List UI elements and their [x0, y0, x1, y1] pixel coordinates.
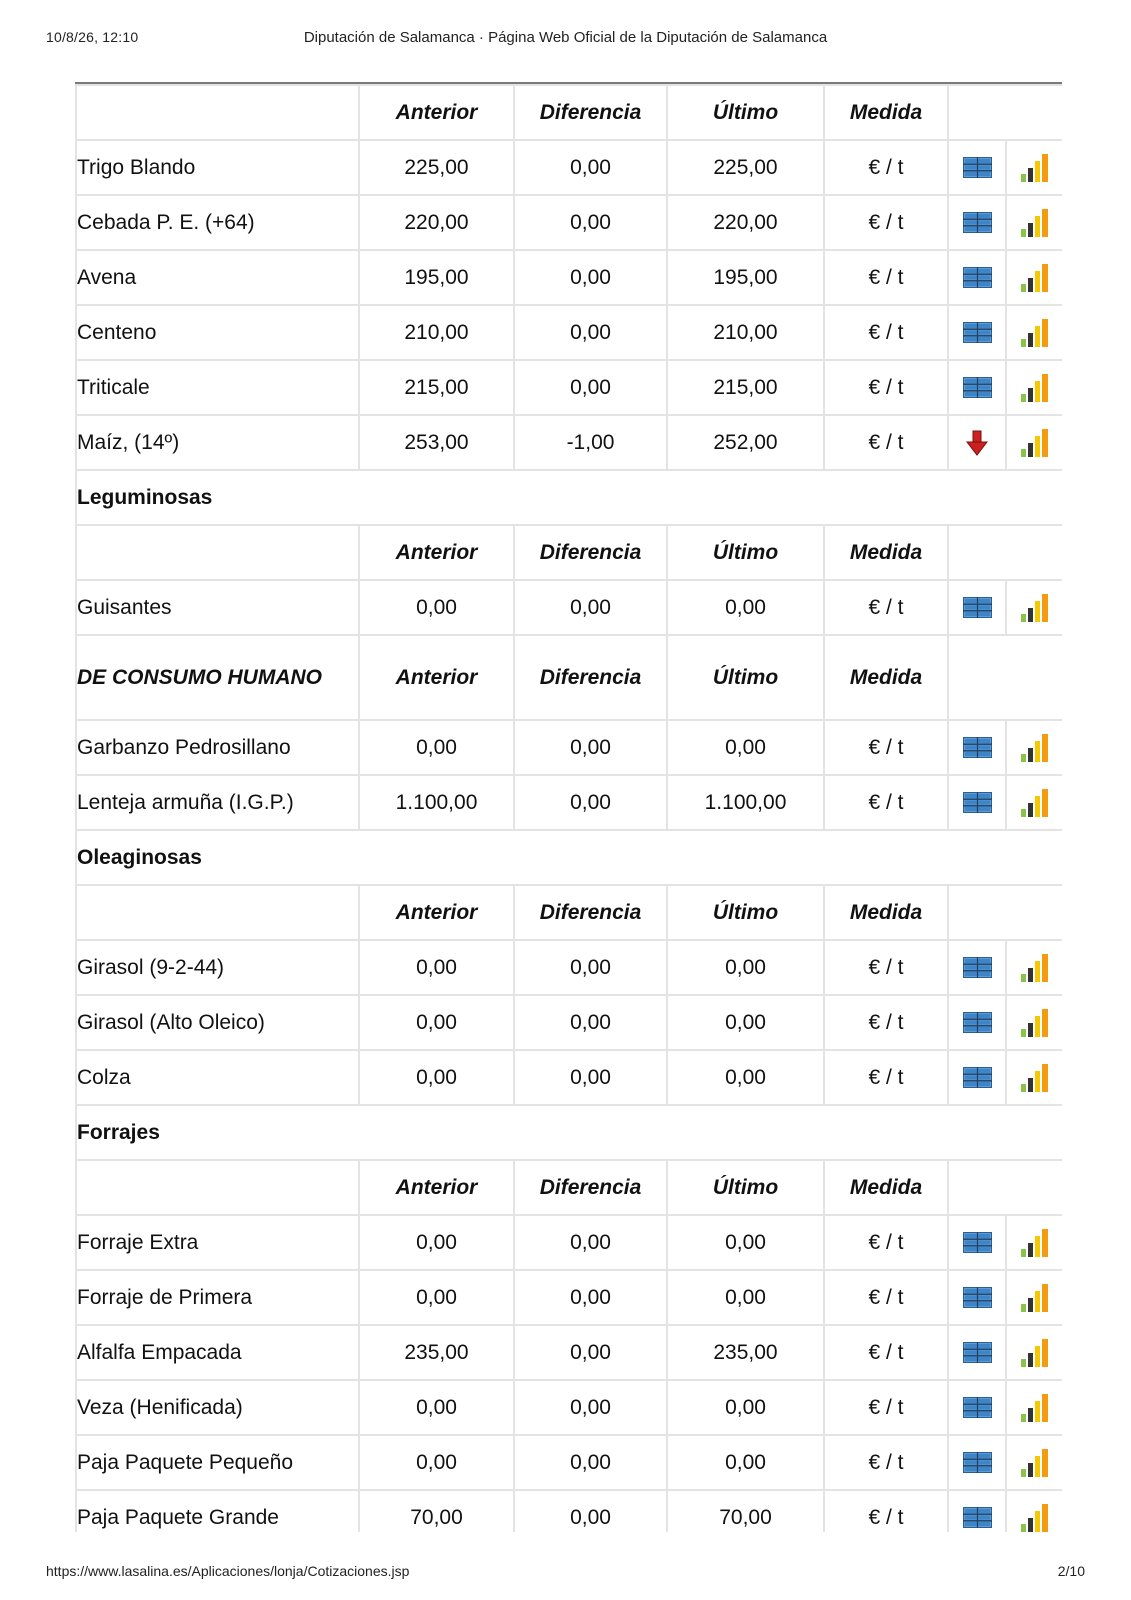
value-medida: € / t [824, 140, 948, 195]
value-anterior: 210,00 [359, 305, 514, 360]
chart-cell[interactable] [1006, 250, 1062, 305]
value-ultimo: 225,00 [667, 140, 824, 195]
product-name: Lenteja armuña (I.G.P.) [76, 775, 359, 830]
bar-chart-icon[interactable] [1020, 1449, 1050, 1477]
value-diferencia: 0,00 [514, 995, 667, 1050]
product-name: Avena [76, 250, 359, 305]
detail-cell[interactable] [948, 1050, 1006, 1105]
value-diferencia: 0,00 [514, 1490, 667, 1532]
detail-cell[interactable] [948, 1215, 1006, 1270]
product-name: Forraje de Primera [76, 1270, 359, 1325]
bar-chart-icon[interactable] [1020, 1339, 1050, 1367]
product-name: Maíz, (14º) [76, 415, 359, 470]
section-title-forrajes: Forrajes [76, 1105, 1062, 1160]
value-diferencia: 0,00 [514, 1270, 667, 1325]
table-row [76, 140, 1062, 195]
table-row [76, 720, 1062, 775]
value-ultimo: 0,00 [667, 1435, 824, 1490]
detail-cell[interactable] [948, 940, 1006, 995]
value-ultimo: 220,00 [667, 195, 824, 250]
value-medida: € / t [824, 1270, 948, 1325]
header-empty-cell [76, 885, 359, 940]
print-footer [0, 1560, 1131, 1590]
table-row [76, 775, 1062, 830]
value-anterior: 220,00 [359, 195, 514, 250]
bar-chart-icon[interactable] [1020, 264, 1050, 292]
value-medida: € / t [824, 720, 948, 775]
detail-cell[interactable] [948, 305, 1006, 360]
red-down-arrow-icon [966, 430, 988, 456]
table-row [76, 1270, 1062, 1325]
detail-cell[interactable] [948, 720, 1006, 775]
table-row [76, 305, 1062, 360]
chart-cell[interactable] [1006, 940, 1062, 995]
table-grid-icon[interactable] [963, 1232, 992, 1253]
value-anterior: 70,00 [359, 1490, 514, 1532]
table-grid-icon[interactable] [963, 377, 992, 398]
table-grid-icon[interactable] [963, 1287, 992, 1308]
chart-cell[interactable] [1006, 140, 1062, 195]
page-title: Diputación de Salamanca · Página Web Oficial de la Diputación de Salamanca [303, 29, 828, 46]
table-grid-icon[interactable] [963, 737, 992, 758]
column-header-diferencia: Diferencia [514, 85, 667, 140]
bar-chart-icon[interactable] [1020, 1284, 1050, 1312]
table-grid-icon[interactable] [963, 1067, 992, 1088]
value-diferencia: 0,00 [514, 250, 667, 305]
value-medida: € / t [824, 250, 948, 305]
value-diferencia: 0,00 [514, 360, 667, 415]
table-grid-icon[interactable] [963, 1507, 992, 1528]
chart-cell[interactable] [1006, 1490, 1062, 1532]
column-header-medida: Medida [824, 525, 948, 580]
value-diferencia: 0,00 [514, 140, 667, 195]
value-medida: € / t [824, 415, 948, 470]
bar-chart-icon[interactable] [1020, 954, 1050, 982]
chart-cell[interactable] [1006, 995, 1062, 1050]
value-ultimo: 215,00 [667, 360, 824, 415]
value-medida: € / t [824, 940, 948, 995]
column-header-diferencia: Diferencia [514, 885, 667, 940]
detail-cell[interactable] [948, 580, 1006, 635]
chart-cell[interactable] [1006, 195, 1062, 250]
table-grid-icon[interactable] [963, 1397, 992, 1418]
column-header-anterior: Anterior [359, 635, 514, 720]
table-grid-icon[interactable] [963, 597, 992, 618]
product-name: Colza [76, 1050, 359, 1105]
value-ultimo: 70,00 [667, 1490, 824, 1532]
bar-chart-icon[interactable] [1020, 209, 1050, 237]
detail-cell[interactable] [948, 195, 1006, 250]
column-header-row [76, 635, 1062, 720]
section-row [76, 1105, 1062, 1160]
chart-cell[interactable] [1006, 720, 1062, 775]
chart-cell[interactable] [1006, 1380, 1062, 1435]
chart-cell[interactable] [1006, 415, 1062, 470]
value-diferencia: 0,00 [514, 940, 667, 995]
value-anterior: 0,00 [359, 1270, 514, 1325]
header-empty-cell [76, 85, 359, 140]
detail-cell[interactable] [948, 1435, 1006, 1490]
product-name: Girasol (Alto Oleico) [76, 995, 359, 1050]
value-diferencia: 0,00 [514, 1380, 667, 1435]
value-diferencia: 0,00 [514, 1435, 667, 1490]
detail-cell[interactable] [948, 1380, 1006, 1435]
column-header-anterior: Anterior [359, 85, 514, 140]
table-grid-icon[interactable] [963, 1452, 992, 1473]
table-row [76, 415, 1062, 470]
value-medida: € / t [824, 580, 948, 635]
value-anterior: 1.100,00 [359, 775, 514, 830]
column-header-ultimo: Último [667, 1160, 824, 1215]
bar-chart-icon[interactable] [1020, 374, 1050, 402]
detail-cell[interactable] [948, 250, 1006, 305]
section-row [76, 830, 1062, 885]
header-icons-cell [948, 1160, 1062, 1215]
value-diferencia: -1,00 [514, 415, 667, 470]
column-header-medida: Medida [824, 635, 948, 720]
chart-cell[interactable] [1006, 580, 1062, 635]
bar-chart-icon[interactable] [1020, 1504, 1050, 1532]
detail-cell[interactable] [948, 1325, 1006, 1380]
column-header-ultimo: Último [667, 85, 824, 140]
value-ultimo: 0,00 [667, 1050, 824, 1105]
value-diferencia: 0,00 [514, 305, 667, 360]
value-anterior: 0,00 [359, 580, 514, 635]
table-grid-icon[interactable] [963, 1012, 992, 1033]
chart-cell[interactable] [1006, 1050, 1062, 1105]
value-medida: € / t [824, 1435, 948, 1490]
print-url: https://www.lasalina.es/Aplicaciones/lonja/Cotizaciones.jsp [46, 1563, 410, 1579]
column-header-ultimo: Último [667, 885, 824, 940]
product-name: Centeno [76, 305, 359, 360]
bar-chart-icon[interactable] [1020, 789, 1050, 817]
product-name: Cebada P. E. (+64) [76, 195, 359, 250]
bar-chart-icon[interactable] [1020, 1009, 1050, 1037]
value-medida: € / t [824, 995, 948, 1050]
column-header-medida: Medida [824, 85, 948, 140]
value-anterior: 225,00 [359, 140, 514, 195]
value-ultimo: 1.100,00 [667, 775, 824, 830]
value-ultimo: 0,00 [667, 995, 824, 1050]
table-row [76, 1050, 1062, 1105]
product-name: Paja Paquete Pequeño [76, 1435, 359, 1490]
value-anterior: 0,00 [359, 720, 514, 775]
print-date: 10/8/26, 12:10 [46, 29, 139, 45]
table-row [76, 1215, 1062, 1270]
value-anterior: 0,00 [359, 1380, 514, 1435]
value-diferencia: 0,00 [514, 1050, 667, 1105]
value-medida: € / t [824, 1490, 948, 1532]
chart-cell[interactable] [1006, 360, 1062, 415]
value-anterior: 0,00 [359, 1050, 514, 1105]
table-row [76, 1325, 1062, 1380]
table-grid-icon[interactable] [963, 267, 992, 288]
value-medida: € / t [824, 1325, 948, 1380]
table-row [76, 1380, 1062, 1435]
table-grid-icon[interactable] [963, 212, 992, 233]
chart-cell[interactable] [1006, 1435, 1062, 1490]
header-icons-cell [948, 85, 1062, 140]
detail-cell[interactable] [948, 775, 1006, 830]
value-diferencia: 0,00 [514, 720, 667, 775]
chart-cell[interactable] [1006, 1270, 1062, 1325]
value-medida: € / t [824, 1215, 948, 1270]
value-medida: € / t [824, 360, 948, 415]
table-row [76, 940, 1062, 995]
chart-cell[interactable] [1006, 775, 1062, 830]
detail-cell[interactable] [948, 140, 1006, 195]
bar-chart-icon[interactable] [1020, 319, 1050, 347]
header-icons-cell [948, 635, 1062, 720]
value-medida: € / t [824, 195, 948, 250]
column-header-ultimo: Último [667, 635, 824, 720]
value-medida: € / t [824, 775, 948, 830]
column-header-anterior: Anterior [359, 525, 514, 580]
section-row [76, 470, 1062, 525]
value-anterior: 0,00 [359, 995, 514, 1050]
header-icons-cell [948, 885, 1062, 940]
detail-cell[interactable] [948, 1270, 1006, 1325]
column-header-diferencia: Diferencia [514, 635, 667, 720]
table-row [76, 250, 1062, 305]
column-header-ultimo: Último [667, 525, 824, 580]
value-anterior: 0,00 [359, 1435, 514, 1490]
subsection-title-consumo-humano: DE CONSUMO HUMANO [76, 635, 359, 720]
value-diferencia: 0,00 [514, 580, 667, 635]
value-ultimo: 210,00 [667, 305, 824, 360]
value-medida: € / t [824, 1380, 948, 1435]
product-name: Guisantes [76, 580, 359, 635]
product-name: Trigo Blando [76, 140, 359, 195]
header-empty-cell [76, 525, 359, 580]
table-grid-icon[interactable] [963, 957, 992, 978]
chart-cell[interactable] [1006, 1215, 1062, 1270]
value-anterior: 195,00 [359, 250, 514, 305]
column-header-anterior: Anterior [359, 1160, 514, 1215]
bar-chart-icon[interactable] [1020, 734, 1050, 762]
value-anterior: 235,00 [359, 1325, 514, 1380]
column-header-anterior: Anterior [359, 885, 514, 940]
column-header-row [76, 885, 1062, 940]
bar-chart-icon[interactable] [1020, 1229, 1050, 1257]
table-grid-icon[interactable] [963, 157, 992, 178]
product-name: Girasol (9-2-44) [76, 940, 359, 995]
table-grid-icon[interactable] [963, 322, 992, 343]
prices-table [75, 84, 1062, 1532]
product-name: Forraje Extra [76, 1215, 359, 1270]
product-name: Garbanzo Pedrosillano [76, 720, 359, 775]
table-row [76, 1490, 1062, 1532]
value-anterior: 253,00 [359, 415, 514, 470]
value-ultimo: 0,00 [667, 1215, 824, 1270]
table-grid-icon[interactable] [963, 792, 992, 813]
detail-cell[interactable] [948, 1490, 1006, 1532]
bar-chart-icon[interactable] [1020, 154, 1050, 182]
chart-cell[interactable] [1006, 305, 1062, 360]
column-header-diferencia: Diferencia [514, 1160, 667, 1215]
column-header-row [76, 85, 1062, 140]
value-medida: € / t [824, 1050, 948, 1105]
bar-chart-icon[interactable] [1020, 429, 1050, 457]
table-grid-icon[interactable] [963, 1342, 992, 1363]
header-empty-cell [76, 1160, 359, 1215]
value-ultimo: 195,00 [667, 250, 824, 305]
product-name: Paja Paquete Grande [76, 1490, 359, 1532]
product-name: Veza (Henificada) [76, 1380, 359, 1435]
value-diferencia: 0,00 [514, 775, 667, 830]
value-diferencia: 0,00 [514, 195, 667, 250]
bar-chart-icon[interactable] [1020, 594, 1050, 622]
table-row [76, 580, 1062, 635]
column-header-medida: Medida [824, 1160, 948, 1215]
value-ultimo: 0,00 [667, 1380, 824, 1435]
print-header [0, 0, 1131, 76]
value-anterior: 0,00 [359, 1215, 514, 1270]
value-ultimo: 0,00 [667, 940, 824, 995]
column-header-row [76, 525, 1062, 580]
value-anterior: 0,00 [359, 940, 514, 995]
value-ultimo: 235,00 [667, 1325, 824, 1380]
value-anterior: 215,00 [359, 360, 514, 415]
bar-chart-icon[interactable] [1020, 1064, 1050, 1092]
column-header-medida: Medida [824, 885, 948, 940]
value-medida: € / t [824, 305, 948, 360]
product-name: Alfalfa Empacada [76, 1325, 359, 1380]
header-icons-cell [948, 525, 1062, 580]
table-row [76, 195, 1062, 250]
column-header-row [76, 1160, 1062, 1215]
trend-cell [948, 415, 1006, 470]
table-row [76, 995, 1062, 1050]
column-header-diferencia: Diferencia [514, 525, 667, 580]
chart-cell[interactable] [1006, 1325, 1062, 1380]
print-page-number: 2/10 [1057, 1563, 1085, 1579]
detail-cell[interactable] [948, 995, 1006, 1050]
value-ultimo: 0,00 [667, 1270, 824, 1325]
value-diferencia: 0,00 [514, 1215, 667, 1270]
value-diferencia: 0,00 [514, 1325, 667, 1380]
value-ultimo: 0,00 [667, 580, 824, 635]
section-title-leguminosas: Leguminosas [76, 470, 1062, 525]
bar-chart-icon[interactable] [1020, 1394, 1050, 1422]
value-ultimo: 0,00 [667, 720, 824, 775]
table-row [76, 1435, 1062, 1490]
table-row [76, 360, 1062, 415]
section-title-oleaginosas: Oleaginosas [76, 830, 1062, 885]
prices-table-container [75, 82, 1062, 1532]
product-name: Triticale [76, 360, 359, 415]
detail-cell[interactable] [948, 360, 1006, 415]
value-ultimo: 252,00 [667, 415, 824, 470]
